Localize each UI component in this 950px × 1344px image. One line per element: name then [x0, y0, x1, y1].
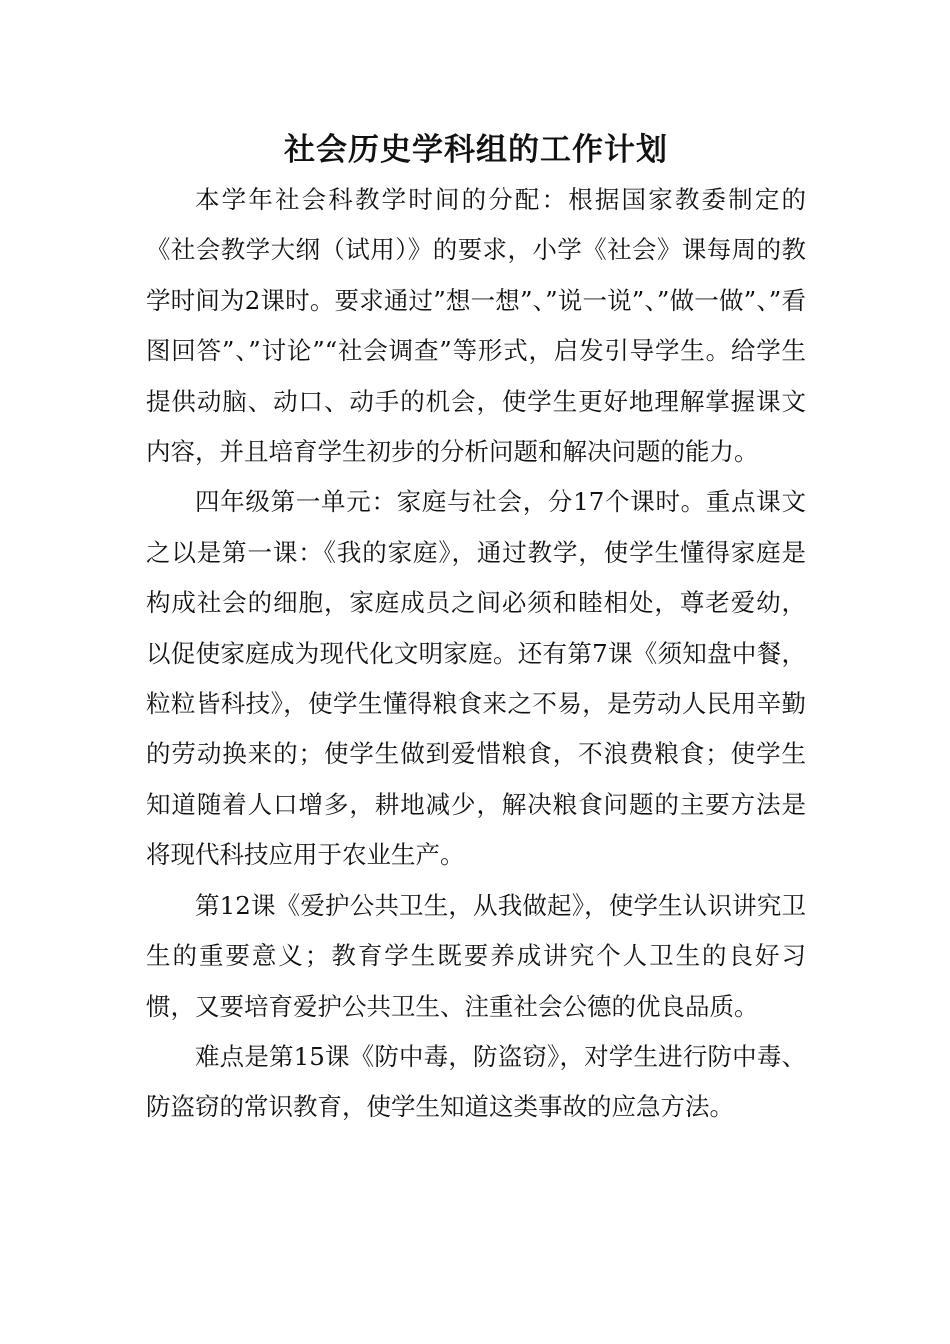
document-title: 社会历史学科组的工作计划	[284, 132, 668, 168]
document-body	[146, 128, 806, 1133]
paragraph-difficult-point: 难点是第15课《防中毒，防盗窃》，对学生进行防中毒、防盗窃的常识教育，使学生知道这类事故的应急方法。	[146, 1041, 806, 1122]
paragraph-lesson-twelve: 第12课《爱护公共卫生，从我做起》，使学生认识讲究卫生的重要意义；教育学生既要养成讲究个人卫生的良好习惯，又要培育爱护公共卫生、注重社会公德的优良品质。	[146, 890, 806, 1021]
paragraph-time-allocation: 本学年社会科教学时间的分配：根据国家教委制定的《社会教学大纲（试用）》的要求，小学《社会》课每周的教学时间为2课时。要求通过”想一想”、”说一说”、”做一做”、”看图回答”、”讨论”“社会调查”等形式，启发引导学生。给学生提供动脑、动口、动手的机会，使学生更好地理解掌握课文内容，并且培育学生初步的分析问题和解决问题的能力。	[146, 185, 806, 467]
paragraph-grade-four-unit-one: 四年级第一单元：家庭与社会，分17个课时。重点课文之以是第一课：《我的家庭》，通过教学，使学生懂得家庭是构成社会的细胞，家庭成员之间必须和睦相处，尊老爱幼，以促使家庭成为现代化文明家庭。还有第7课《须知盘中餐，粒粒皆科技》，使学生懂得粮食来之不易，是劳动人民用辛勤的劳动换来的；使学生做到爱惜粮食，不浪费粮食；使学生知道随着人口增多，耕地减少，解决粮食问题的主要方法是将现代科技应用于农业生产。	[146, 487, 806, 870]
